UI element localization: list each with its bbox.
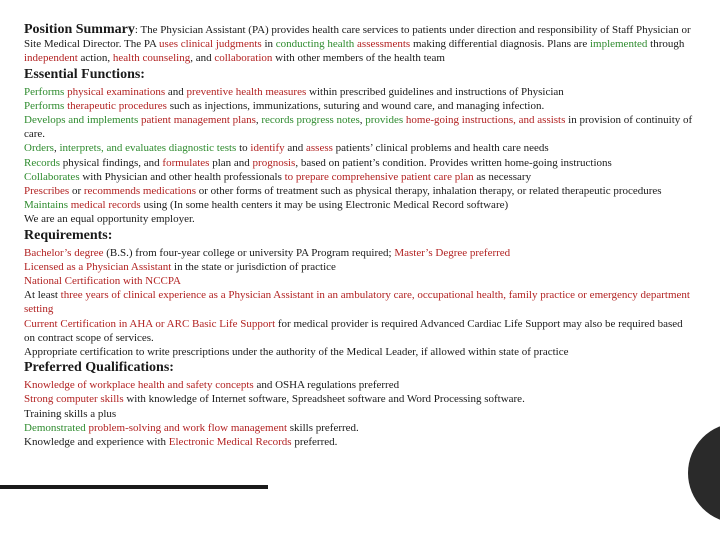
list-item: Licensed as a Physician Assistant in the state or jurisdiction of practice bbox=[24, 260, 336, 273]
list-item: Knowledge and experience with Electronic Medical Records preferred. bbox=[24, 436, 338, 449]
footer-rule bbox=[0, 485, 268, 489]
list-item: Develops and implements patient management plans, records progress notes, provides home-going instructions, and assists in provision of continuity of care. bbox=[24, 114, 693, 141]
summary-text: in bbox=[261, 38, 276, 51]
summary-text: action, bbox=[77, 52, 113, 65]
list-item: National Certification with NCCPA bbox=[24, 275, 181, 288]
list-item: Appropriate certification to write prescriptions under the authority of the Medical Leader, if allowed within state of practice bbox=[24, 346, 569, 359]
summary-text: through bbox=[647, 38, 685, 51]
summary-term: assessments bbox=[357, 38, 411, 51]
list-item: We are an equal opportunity employer. bbox=[24, 213, 195, 226]
list-item: Performs therapeutic procedures such as injections, immunizations, suturing and wound care, and managing infection. bbox=[24, 99, 545, 112]
summary-term: independent bbox=[24, 52, 78, 65]
list-item: Knowledge of workplace health and safety concepts and OSHA regulations preferred bbox=[24, 379, 400, 392]
summary-term: implemented bbox=[589, 38, 648, 51]
summary-term: uses clinical judgments bbox=[159, 38, 262, 51]
job-description bbox=[24, 22, 696, 449]
position-summary bbox=[24, 23, 696, 66]
list-item: Bachelor’s degree (B.S.) from four-year college or university PA Program required; Master’s Degree preferred bbox=[24, 246, 511, 259]
summary-text: making differential diagnosis. Plans are bbox=[410, 38, 590, 51]
preferred-qualifications-heading: Preferred Qualifications: bbox=[24, 360, 174, 376]
list-item: Demonstrated problem-solving and work flow management skills preferred. bbox=[24, 421, 359, 434]
list-item: Performs physical examinations and preventive health measures within prescribed guidelines and instructions of Physician bbox=[24, 85, 564, 98]
list-item: Current Certification in AHA or ARC Basic Life Support for medical provider is required Advanced Cardiac Life Support may also be required based on contract scope of services. bbox=[24, 317, 683, 344]
essential-functions-heading: Essential Functions: bbox=[24, 66, 145, 82]
summary-term: conducting bbox=[275, 38, 325, 51]
summary-text: , and bbox=[190, 52, 215, 65]
list-item: Collaborates with Physician and other health professionals to prepare comprehensive patient care plan as necessary bbox=[24, 170, 532, 183]
summary-term: health counseling bbox=[112, 52, 191, 65]
summary-term: collaboration bbox=[214, 52, 273, 65]
list-item: At least three years of clinical experience as a Physician Assistant in an ambulatory care, occupational health, family practice or emergency department setting bbox=[24, 289, 690, 316]
list-item: Records physical findings, and formulates plan and prognosis, based on patient’s condition. Provides written home-going instructions bbox=[24, 156, 612, 169]
list-item: Orders, interprets, and evaluates diagnostic tests to identify and assess patients’ clinical problems and health care needs bbox=[24, 142, 549, 155]
list-item: Strong computer skills with knowledge of Internet software, Spreadsheet software and Word Processing software. bbox=[24, 393, 525, 406]
summary-term: health bbox=[324, 38, 358, 51]
summary-text: : The Physician Assistant (PA) provides health care services to patients under direction and responsibility of Staff Physician or Site Medical Director. The PA bbox=[24, 24, 691, 51]
summary-text: with other members of the health team bbox=[272, 52, 445, 65]
list-item: Prescribes or recommends medications or other forms of treatment such as physical therapy, inhalation therapy, or related therapeutic procedures bbox=[24, 185, 662, 198]
list-item: Training skills a plus bbox=[24, 407, 117, 420]
list-item: Maintains medical records using (In some health centers it may be using Electronic Medical Record software) bbox=[24, 199, 509, 212]
position-summary-label: Position Summary bbox=[24, 22, 135, 37]
requirements-heading: Requirements: bbox=[24, 227, 113, 243]
